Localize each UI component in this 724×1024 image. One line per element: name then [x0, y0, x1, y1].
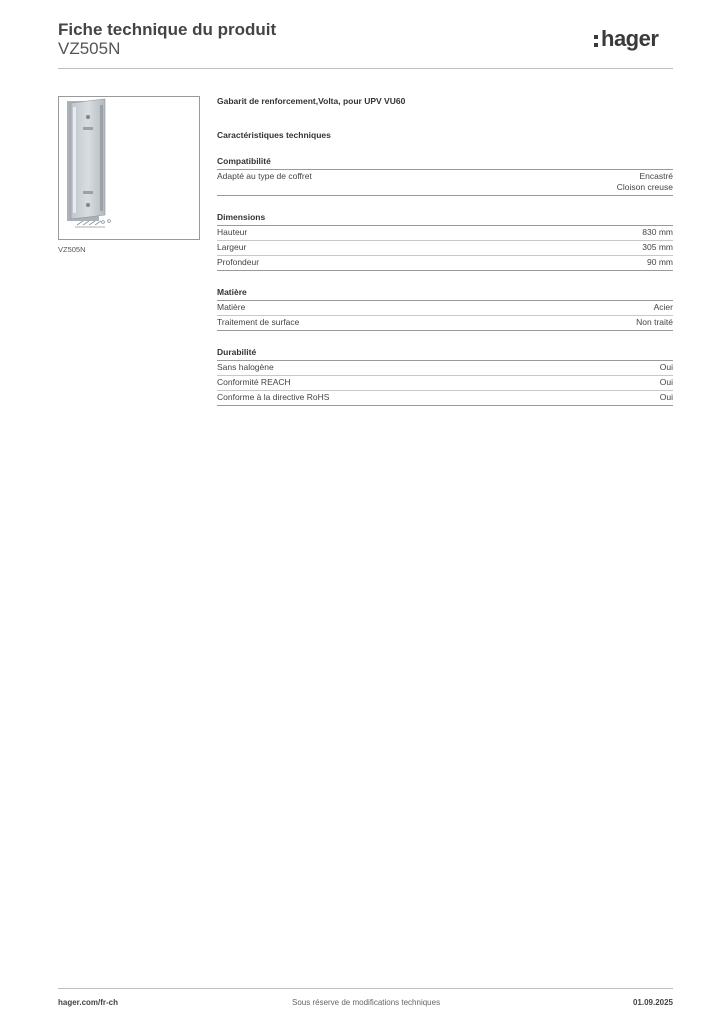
characteristics-title: Caractéristiques techniques [217, 130, 331, 140]
image-caption: VZ505N [58, 245, 86, 254]
spec-value-line: Cloison creuse [616, 182, 673, 192]
spec-row [217, 361, 673, 376]
spec-label: Profondeur [217, 257, 260, 267]
spec-value: Oui [659, 377, 673, 387]
product-reference: VZ505N [58, 39, 121, 58]
header-divider [58, 68, 673, 69]
mounting-frame-illustration [59, 97, 199, 239]
spec-row [217, 256, 673, 271]
spec-row [217, 226, 673, 241]
spec-value: 830 mm [642, 227, 673, 237]
section-material [217, 287, 673, 331]
document-title: Fiche technique du produit [58, 20, 277, 39]
spec-label: Largeur [217, 242, 247, 252]
spec-value: Non traité [636, 317, 673, 327]
spec-row [217, 170, 673, 196]
logo-colon-icon [594, 35, 599, 49]
section-compatibility [217, 156, 673, 196]
section-durability [217, 347, 673, 406]
spec-label: Hauteur [217, 227, 248, 237]
product-content [217, 96, 673, 406]
spec-row [217, 316, 673, 331]
spec-value: 305 mm [642, 242, 673, 252]
spec-value: Oui [659, 362, 673, 372]
spec-value: Acier [653, 302, 673, 312]
product-image [58, 96, 200, 240]
section-title: Durabilité [217, 347, 673, 361]
footer-divider [58, 988, 673, 989]
spec-label: Adapté au type de coffret [217, 171, 312, 181]
spec-value: 90 mm [647, 257, 673, 267]
section-title: Dimensions [217, 212, 673, 226]
section-dimensions [217, 212, 673, 271]
footer-website-link[interactable]: hager.com/fr-ch [58, 998, 119, 1007]
spec-value-line: Encastré [639, 171, 673, 181]
spec-row [217, 376, 673, 391]
spec-value: Oui [659, 392, 673, 402]
section-title: Compatibilité [217, 156, 673, 170]
section-title: Matière [217, 287, 673, 301]
footer-notice: Sous réserve de modifications techniques [292, 998, 441, 1007]
spec-label: Sans halogène [217, 362, 274, 372]
footer-date: 01.09.2025 [632, 998, 673, 1007]
hager-logo[interactable] [594, 26, 674, 62]
spec-label: Traitement de surface [217, 317, 300, 327]
spec-row [217, 241, 673, 256]
spec-label: Conforme à la directive RoHS [217, 392, 330, 402]
spec-value [617, 171, 673, 193]
product-description: Gabarit de renforcement,Volta, pour UPV VU60 [217, 96, 406, 106]
spec-label: Conformité REACH [217, 377, 291, 387]
spec-label: Matière [217, 302, 246, 312]
logo-wordmark: hager [601, 26, 659, 51]
spec-row [217, 391, 673, 406]
spec-row [217, 301, 673, 316]
